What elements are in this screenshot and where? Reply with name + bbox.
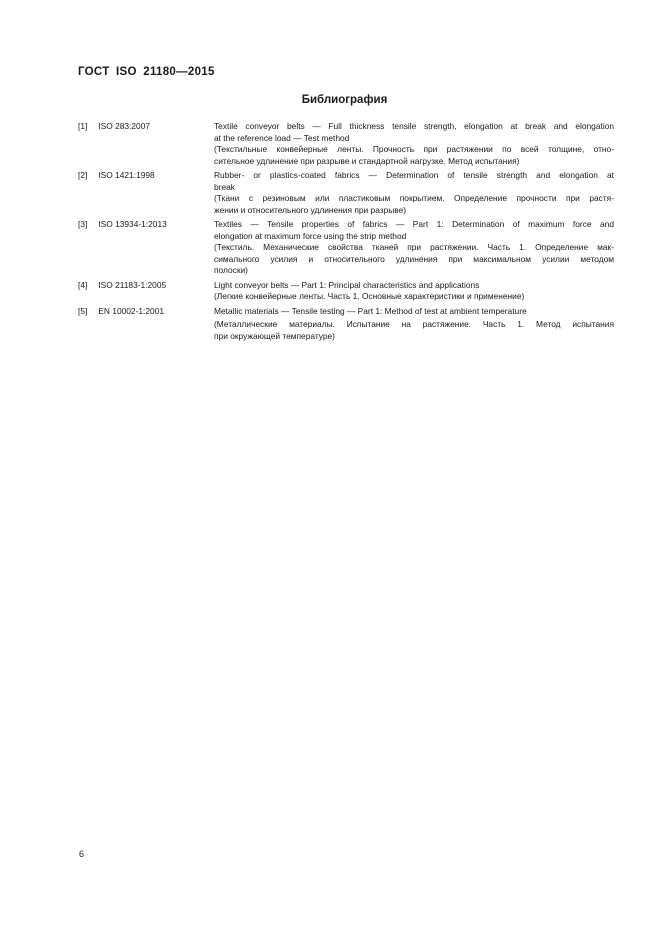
document-header: ГОСТ ISO 21180—2015 <box>78 66 215 78</box>
entry-line: at the reference load — Test method <box>214 132 350 143</box>
entry-title <box>214 280 614 303</box>
bibliography-reference <box>78 219 214 277</box>
entry-number: [3] <box>78 219 88 229</box>
entry-number: [2] <box>78 170 88 180</box>
entry-line-translation: симального усилия и относительного удлинения при максимальном усилии методом <box>214 253 614 264</box>
entry-line-translation: (Текстильные конвейерные ленты. Прочность при растяжении по всей толщине, отно- <box>214 144 614 154</box>
entry-line: Metallic materials — Tensile testing — Part 1: Method of test at ambient temperature <box>214 305 527 316</box>
bibliography-entry <box>78 306 614 343</box>
entry-title <box>214 306 614 343</box>
bibliography-reference <box>78 121 214 167</box>
entry-line: Textile conveyor belts — Full thickness tensile strength, elongation at break and elongation <box>214 121 614 131</box>
standard-code: ISO 1421:1998 <box>98 170 155 180</box>
entry-line: break <box>214 181 235 192</box>
entry-number: [4] <box>78 279 88 290</box>
bibliography-entry <box>78 219 614 277</box>
standard-code: ISO 13934-1:2013 <box>98 219 167 229</box>
bibliography-reference <box>78 306 214 343</box>
bibliography-list <box>78 121 614 342</box>
entry-title <box>214 219 614 277</box>
entry-line-translation: жении и относительного удлинения при разрыве) <box>214 204 407 215</box>
entry-line-translation: (Текстиль. Механические свойства тканей при растяжении. Часть 1. Определение мак- <box>214 242 614 252</box>
entry-line-translation: (Легкие конвейерные ленты. Часть 1. Основные характеристики и применение) <box>214 291 525 301</box>
bibliography-entry <box>78 280 614 303</box>
entry-title <box>214 170 614 216</box>
entry-line-translation: (Металлические материалы. Испытание на растяжение. Часть 1. Метод испытания <box>214 319 614 329</box>
entry-number: [5] <box>78 305 88 316</box>
standard-code: EN 10002-1:2001 <box>98 305 164 316</box>
bibliography-entry <box>78 121 614 167</box>
entry-line: Light conveyor belts — Part 1: Principal characteristics and applications <box>214 279 480 290</box>
entry-line-translation: (Ткани с резиновым или пластиковым покрытием. Определение прочности при растя- <box>214 193 614 203</box>
standard-code: ISO 21183-1:2005 <box>98 279 167 290</box>
page-number: 6 <box>79 849 85 859</box>
entry-number: [1] <box>78 121 88 131</box>
bibliography-entry <box>78 170 614 216</box>
entry-line: Rubber- or plastics-coated fabrics — Determination of tensile strength and elongation at <box>214 170 614 180</box>
entry-line-translation: полоски) <box>214 265 248 275</box>
section-title: Библиография <box>301 94 388 106</box>
entry-title <box>214 121 614 167</box>
entry-line-translation: сительное удлинение при разрыве и стандартной нагрузке. Метод испытания) <box>214 155 520 166</box>
entry-line: Textiles — Tensile properties of fabrics — Part 1: Determination of maximum force and <box>214 219 614 229</box>
entry-line: elongation at maximum force using the strip method <box>214 230 407 241</box>
standard-code: ISO 283:2007 <box>98 121 151 131</box>
bibliography-reference <box>78 280 214 303</box>
bibliography-reference <box>78 170 214 216</box>
entry-line-translation: при окружающей температуре) <box>214 330 335 341</box>
